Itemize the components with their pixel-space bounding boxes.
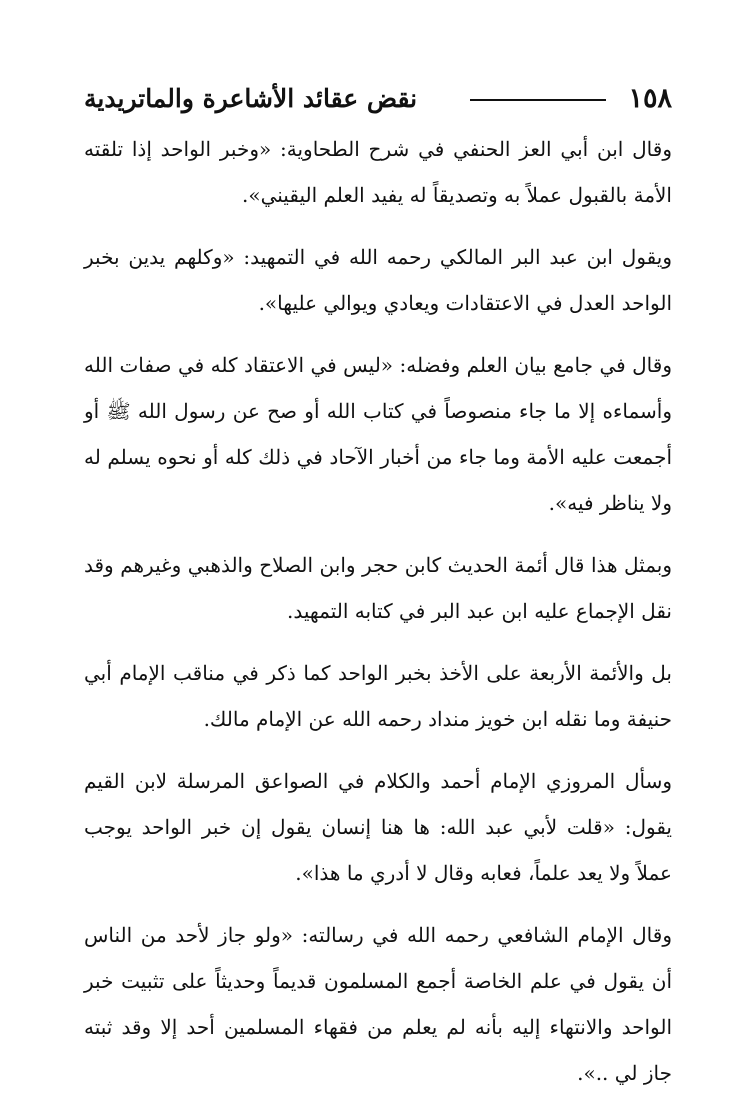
page-header [84, 80, 672, 120]
paragraph: وقال ابن أبي العز الحنفي في شرح الطحاوية: «وخبر الواحد إذا تلقته الأمة بالقبول عملاً به وتصديقاً له يفيد العلم اليقيني». [84, 137, 672, 207]
page-number: ١٥٨ [628, 83, 672, 114]
page-body [84, 126, 672, 1112]
paragraph: بل والأئمة الأربعة على الأخذ بخبر الواحد كما ذكر في مناقب الإمام أبي حنيفة وما نقله ابن خويز منداد رحمه الله عن الإمام مالك. [84, 661, 672, 731]
paragraph: وقال في جامع بيان العلم وفضله: «ليس في الاعتقاد كله في صفات الله وأسماءه إلا ما جاء منصوصاً في كتاب الله أو صح عن رسول الله ﷺ أو أجمعت عليه الأمة وما جاء من أخبار الآحاد في ذلك كله أو نحوه يسلم له ولا يناظر فيه». [84, 353, 672, 515]
paragraph: وبمثل هذا قال أئمة الحديث كابن حجر وابن الصلاح والذهبي وغيرهم وقد نقل الإجماع عليه ابن عبد البر في كتابه التمهيد. [84, 553, 672, 623]
paragraph: ويقول ابن عبد البر المالكي رحمه الله في التمهيد: «وكلهم يدين بخبر الواحد العدل في الاعتقادات ويعادي ويوالي عليها». [84, 245, 672, 315]
book-title: نقض عقائد الأشاعرة والماتريدية [84, 84, 418, 113]
header-rule [470, 99, 606, 101]
paragraph: وقال الإمام الشافعي رحمه الله في رسالته: «ولو جاز لأحد من الناس أن يقول في علم الخاصة أجمع المسلمون قديماً وحديثاً على تثبيت خبر الواحد والانتهاء إليه بأنه لم يعلم من فقهاء المسلمين أحد إلا وقد ثبته جاز لي ..». [84, 923, 672, 1085]
paragraph: وسأل المروزي الإمام أحمد والكلام في الصواعق المرسلة لابن القيم يقول: «قلت لأبي عبد الله: ها هنا إنسان يقول إن خبر الواحد يوجب عملاً ولا يعد علماً، فعابه وقال لا أدري ما هذا». [84, 769, 672, 885]
